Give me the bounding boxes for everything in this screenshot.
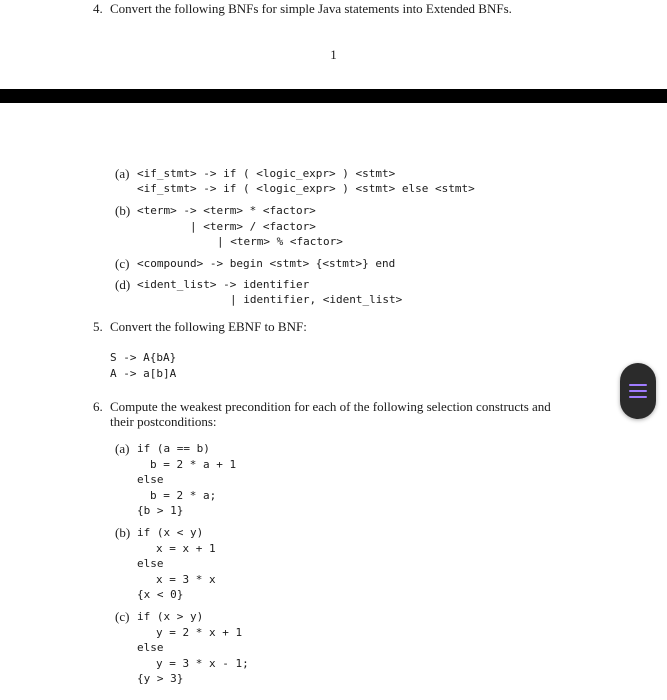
item-6a-line-2: b = 2 * a + 1 xyxy=(150,458,237,471)
item-6b-line-4: x = 3 * x xyxy=(156,573,216,586)
item-6b-line-1: if (x < y) xyxy=(137,526,204,539)
item-6b-label: (b) xyxy=(115,525,131,540)
item-6a-label: (a) xyxy=(115,441,130,456)
question-5-line-2: A -> a[b]A xyxy=(110,367,177,380)
question-4-text: Convert the following BNFs for simple Java statements into Extended BNFs. xyxy=(110,1,512,16)
item-4a-line-2: <if_stmt> -> if ( <logic_expr> ) <stmt> else <stmt> xyxy=(137,182,475,195)
floating-menu-button[interactable] xyxy=(620,363,656,419)
item-6c-line-5: {y > 3} xyxy=(137,672,184,685)
item-6c-line-4: y = 3 * x - 1; xyxy=(156,657,249,670)
item-4b-line-2: | <term> / <factor> xyxy=(190,220,316,233)
item-4d-line-1: <ident_list> -> identifier xyxy=(137,278,310,291)
item-4c-label: (c) xyxy=(115,256,130,271)
menu-icon xyxy=(629,384,647,398)
item-6b-line-3: else xyxy=(137,557,164,570)
item-6c-line-2: y = 2 * x + 1 xyxy=(156,626,243,639)
item-4d-label: (d) xyxy=(115,277,131,292)
item-4c-line-1: <compound> -> begin <stmt> {<stmt>} end xyxy=(137,257,396,270)
page-number: 1 xyxy=(330,47,337,62)
question-5-line-1: S -> A{bA} xyxy=(110,351,177,364)
item-6b-line-5: {x < 0} xyxy=(137,588,184,601)
item-6a-line-5: {b > 1} xyxy=(137,504,184,517)
page-break-divider xyxy=(0,89,667,103)
item-6a-line-3: else xyxy=(137,473,164,486)
question-4-number: 4. xyxy=(93,1,103,16)
item-6c-line-3: else xyxy=(137,641,164,654)
item-4d-line-2: | identifier, <ident_list> xyxy=(230,293,403,306)
item-4b-label: (b) xyxy=(115,203,131,218)
item-6a-line-1: if (a == b) xyxy=(137,442,210,455)
item-6b-line-2: x = x + 1 xyxy=(156,542,216,555)
question-6-text-line-1: Compute the weakest precondition for each of the following selection constructs and xyxy=(110,399,551,414)
question-6-text-line-2: their postconditions: xyxy=(110,414,217,429)
item-4b-line-1: <term> -> <term> * <factor> xyxy=(137,204,316,217)
item-4a-label: (a) xyxy=(115,166,130,181)
item-4b-line-3: | <term> % <factor> xyxy=(217,235,343,248)
item-4a-line-1: <if_stmt> -> if ( <logic_expr> ) <stmt> xyxy=(137,167,396,180)
question-5-text: Convert the following EBNF to BNF: xyxy=(110,319,307,334)
question-5-number: 5. xyxy=(93,319,103,334)
question-6-number: 6. xyxy=(93,399,103,414)
item-6c-line-1: if (x > y) xyxy=(137,610,204,623)
item-6a-line-4: b = 2 * a; xyxy=(150,489,217,502)
item-6c-label: (c) xyxy=(115,609,130,624)
